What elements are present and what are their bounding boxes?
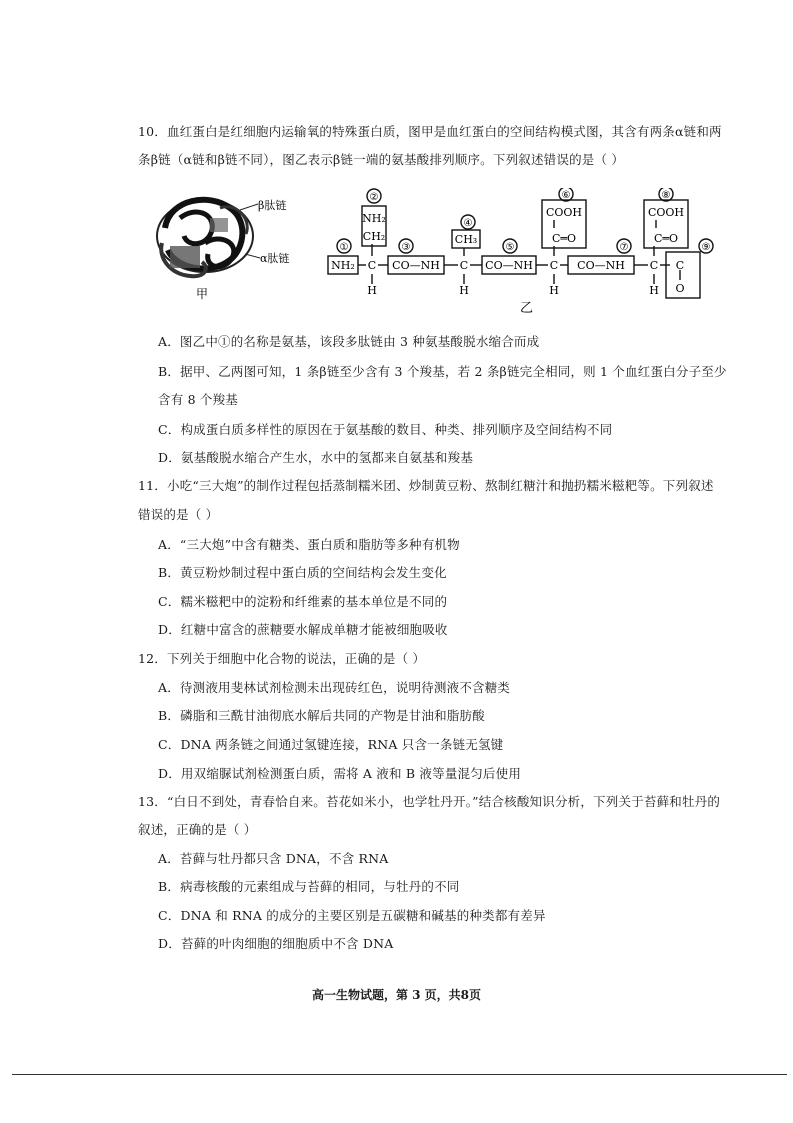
q13-option-a: A．苔藓与牡丹都只含 DNA，不含 RNA — [158, 851, 389, 866]
co-nh-7: CO—NH — [577, 259, 625, 272]
cooh-8: COOH — [647, 206, 685, 219]
alpha-chain-label: α肽链 — [260, 252, 290, 265]
h-atom-1: H — [367, 284, 377, 297]
beta-chain-label: β肽链 — [258, 199, 287, 212]
q12-option-c: C．DNA 两条链之间通过氢键连接，RNA 只含一条链无氢键 — [158, 737, 504, 752]
ch2-side-chain: CH₂ — [362, 230, 386, 243]
c-atom-3: C — [549, 259, 559, 272]
number-1: ① — [339, 242, 349, 253]
nh2-side-chain: NH₂ — [362, 212, 386, 225]
q13-stem-line2: 叙述，正确的是（ ） — [138, 822, 257, 837]
hemoglobin-structure-diagram — [157, 200, 260, 276]
ch3-side-chain: CH₃ — [454, 233, 478, 246]
c-atom-2: C — [459, 259, 469, 272]
q11-option-d: D．红糖中富含的蔗糖要水解成单糖才能被细胞吸收 — [158, 622, 448, 637]
ceqo-8: C═O — [653, 232, 679, 245]
q13-option-b: B．病毒核酸的元素组成与苔藓的相同，与牡丹的不同 — [158, 879, 460, 894]
number-9: ⑨ — [701, 242, 711, 253]
q10-option-b-line1: B．据甲、乙两图可知，1 条β链至少含有 3 个羧基，若 2 条β链完全相同，则 1 个血红蛋白分子至少 — [158, 364, 727, 379]
bottom-rule — [12, 1074, 787, 1075]
q13-option-d: D．苔藓的叶肉细胞的细胞质中不含 DNA — [158, 936, 394, 951]
c-atom-1: C — [367, 259, 377, 272]
q12-option-a: A．待测液用斐林试剂检测未出现砖红色，说明待测液不含糖类 — [158, 680, 511, 695]
o-atom-9: O — [675, 282, 685, 295]
h-atom-4: H — [649, 284, 659, 297]
q11-option-c: C．糯米糍粑中的淀粉和纤维素的基本单位是不同的 — [158, 594, 448, 609]
q12-stem: 12．下列关于细胞中化合物的说法，正确的是（ ） — [138, 651, 426, 666]
nh2-terminal: NH₂ — [331, 259, 355, 272]
c-atom-4: C — [649, 259, 659, 272]
q10-option-b-line2: 含有 8 个羧基 — [158, 392, 238, 407]
q10-stem-line1: 10．血红蛋白是红细胞内运输氧的特殊蛋白质，图甲是血红蛋白的空间结构模式图，其含有两条α链和两 — [138, 124, 722, 139]
q10-option-a: A．图乙中①的名称是氨基，该段多肽链由 3 种氨基酸脱水缩合而成 — [158, 334, 540, 349]
co-nh-3: CO—NH — [392, 259, 440, 272]
q13-stem-line1: 13．“白日不到处，青春恰自来。苔花如米小，也学牡丹开。”结合核酸知识分析，下列关于苔藓和牡丹的 — [138, 794, 721, 809]
q10-option-c: C．构成蛋白质多样性的原因在于氨基酸的数目、种类、排列顺序及空间结构不同 — [158, 422, 613, 437]
q10-option-d: D．氨基酸脱水缩合产生水，水中的氢都来自氨基和羧基 — [158, 450, 474, 465]
q11-option-a: A．“三大炮”中含有糖类、蛋白质和脂肪等多种有机物 — [158, 537, 460, 552]
h-atom-3: H — [549, 284, 559, 297]
number-2: ② — [369, 192, 379, 203]
number-7: ⑦ — [619, 242, 629, 253]
number-5: ⑤ — [505, 242, 515, 253]
q11-stem-line1: 11．小吃“三大炮”的制作过程包括蒸制糯米团、炒制黄豆粉、熬制红糖汁和抛扔糯米糍粑等。下列叙述 — [138, 478, 714, 493]
q11-option-b: B．黄豆粉炒制过程中蛋白质的空间结构会发生变化 — [158, 565, 447, 580]
number-8: ⑧ — [661, 190, 671, 201]
figure-yi-label: 乙 — [520, 301, 534, 316]
ceqo-6: C═O — [551, 232, 577, 245]
number-3: ③ — [401, 242, 411, 253]
c-atom-9: C — [675, 259, 685, 272]
q10-figure — [150, 188, 720, 318]
cooh-6: COOH — [545, 206, 583, 219]
page-footer: 高一生物试题，第 3 页，共8页 — [311, 988, 482, 1002]
number-4: ④ — [463, 218, 473, 229]
q10-stem-line2: 条β链（α链和β链不同），图乙表示β链一端的氨基酸排列顺序。下列叙述错误的是（ ） — [138, 152, 625, 167]
q12-option-d: D．用双缩脲试剂检测蛋白质，需将 A 液和 B 液等量混匀后使用 — [158, 766, 522, 781]
q12-option-b: B．磷脂和三酰甘油彻底水解后共同的产物是甘油和脂肪酸 — [158, 708, 485, 723]
q11-stem-line2: 错误的是（ ） — [138, 507, 219, 522]
number-6: ⑥ — [561, 190, 571, 201]
q13-option-c: C．DNA 和 RNA 的成分的主要区别是五碳糖和碱基的种类都有差异 — [158, 908, 546, 923]
figure-jia-label: 甲 — [196, 287, 209, 301]
co-nh-5: CO—NH — [485, 259, 533, 272]
h-atom-2: H — [459, 284, 469, 297]
q10-figure-svg — [150, 188, 720, 318]
